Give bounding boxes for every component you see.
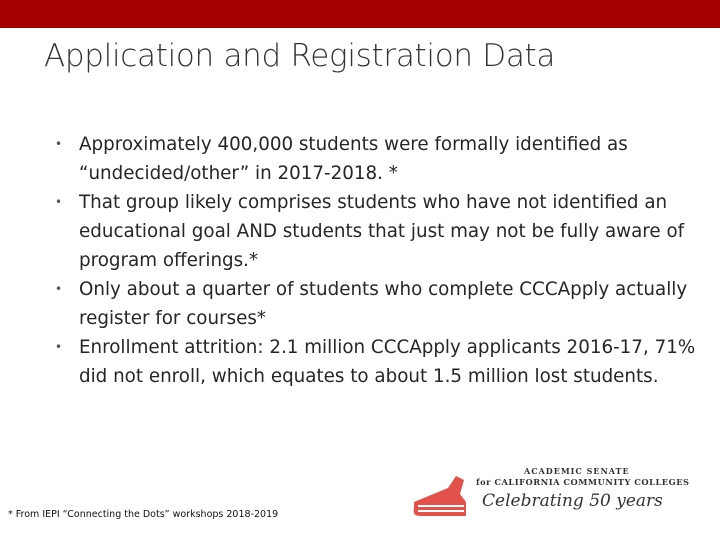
bullet-item: • That group likely comprises students who have not identified an educational goal AND students that just may not be fully aware of program offerings.* [59, 188, 699, 275]
bullet-item: • Enrollment attrition: 2.1 million CCCApply applicants 2016-17, 71% did not enroll, which equates to about 1.5 million lost students. [59, 333, 699, 391]
bullet-icon: • [55, 340, 63, 354]
top-banner [0, 0, 720, 28]
slide-title: Application and Registration Data [44, 38, 556, 74]
bullet-item: • Only about a quarter of students who complete CCCApply actually register for courses* [59, 275, 699, 333]
bullet-item: • Approximately 400,000 students were formally identified as “undecided/other” in 2017-2018. * [59, 130, 699, 188]
academic-senate-logo: ACADEMIC SENATE for CALIFORNIA COMMUNITY COLLEGES Celebrating 50 years [410, 466, 670, 524]
bullet-icon: • [55, 282, 63, 296]
book-icon [410, 472, 470, 522]
bullet-icon: • [55, 137, 63, 151]
footnote: * From IEPI “Connecting the Dots” workshops 2018-2019 [8, 509, 279, 520]
bullet-list [55, 130, 699, 391]
bullet-icon: • [55, 195, 63, 209]
